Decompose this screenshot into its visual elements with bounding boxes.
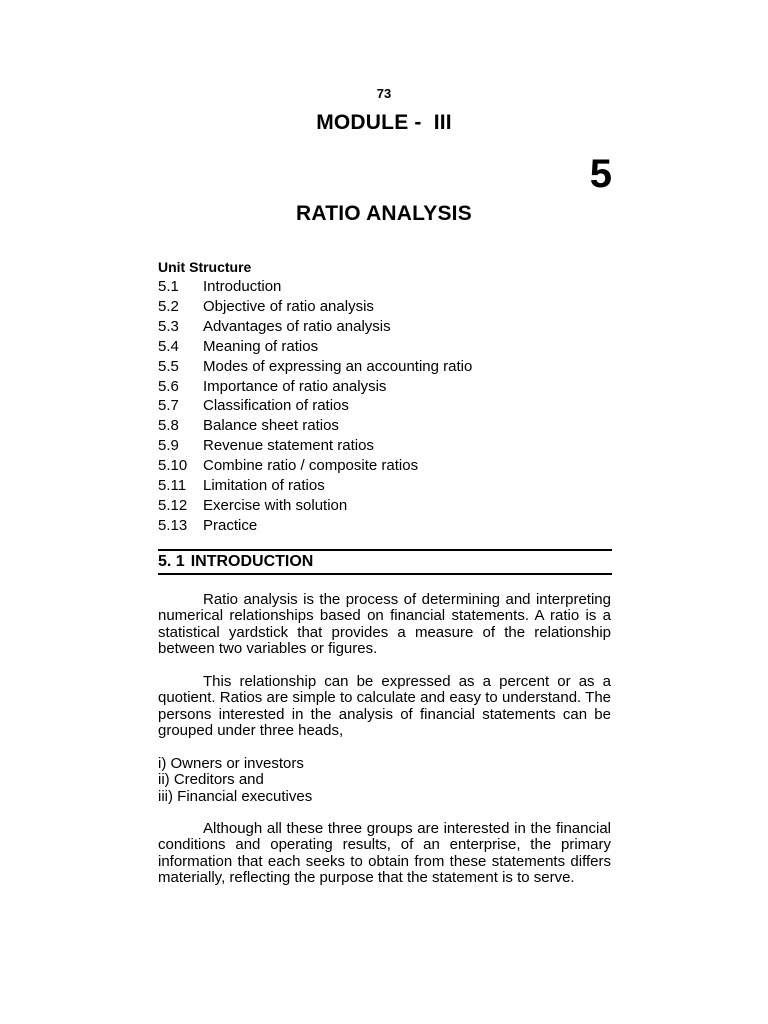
- toc-item: [158, 416, 618, 436]
- toc-item: [158, 496, 618, 516]
- toc-item: [158, 357, 618, 377]
- toc-item-number: 5.2: [158, 297, 179, 315]
- toc-item: [158, 456, 618, 476]
- toc-item-number: 5.4: [158, 337, 179, 355]
- toc-item: [158, 476, 618, 496]
- toc-item-number: 5.7: [158, 397, 179, 415]
- paragraph-text: This relationship can be expressed as a percent or as a quotient. Ratios are simple to calculate and easy to understand. The persons interested in the analysis of financial statements can be grouped under three heads,: [158, 673, 611, 740]
- unit-structure-heading: Unit Structure: [158, 259, 252, 275]
- toc-item-title: Combine ratio / composite ratios: [203, 457, 419, 475]
- toc-item-title: Modes of expressing an accounting ratio: [203, 357, 473, 375]
- page-number: 73: [376, 86, 392, 101]
- toc-item-number: 5.12: [158, 496, 188, 514]
- toc-item-title: Balance sheet ratios: [203, 417, 339, 435]
- toc-item-number: 5.10: [158, 457, 188, 475]
- toc-item-number: 5.9: [158, 437, 179, 455]
- paragraph-1: [158, 592, 611, 658]
- toc-item-title: Revenue statement ratios: [203, 437, 374, 455]
- toc-item: [158, 337, 618, 357]
- group-list: [158, 756, 611, 805]
- chapter-number: 5: [589, 152, 612, 196]
- chapter-title: RATIO ANALYSIS: [296, 202, 472, 225]
- toc-item-number: 5.1: [158, 278, 179, 295]
- toc-item-title: Objective of ratio analysis: [203, 297, 374, 315]
- toc-item: [158, 436, 618, 456]
- toc-item-title: Practice: [203, 516, 258, 534]
- toc-item: [158, 277, 618, 297]
- toc-item-title: Advantages of ratio analysis: [203, 317, 391, 335]
- toc-item-title: Limitation of ratios: [203, 477, 325, 495]
- section-title: INTRODUCTION: [190, 553, 314, 570]
- toc-item-number: 5.3: [158, 317, 179, 335]
- toc-item: [158, 377, 618, 397]
- toc-item-number: 5.8: [158, 417, 179, 435]
- toc-item-title: Introduction: [203, 278, 282, 295]
- toc-item: [158, 396, 618, 416]
- unit-structure: [158, 258, 618, 536]
- toc-item: [158, 516, 618, 536]
- toc-item-title: Exercise with solution: [203, 496, 348, 514]
- toc-item-number: 5.13: [158, 516, 188, 534]
- toc-item-title: Meaning of ratios: [203, 337, 319, 355]
- paragraph-text: Although all these three groups are interested in the financial conditions and operating results, of an enterprise, the primary information that each seeks to obtain from these statements differs materially, reflecting the purpose that the statement is to serve.: [158, 820, 611, 887]
- toc-item-number: 5.6: [158, 377, 179, 395]
- toc-item-title: Classification of ratios: [203, 397, 349, 415]
- toc-item: [158, 317, 618, 337]
- paragraph-3: [158, 821, 611, 887]
- paragraph-2: [158, 674, 611, 740]
- paragraph-text: Ratio analysis is the process of determining and interpreting numerical relationships based on financial statements. A ratio is a statistical yardstick that provides a measure of the relationship between two variables or figures.: [158, 591, 611, 658]
- section-number: 5. 1: [158, 553, 185, 570]
- list-item: iii) Financial executives: [158, 787, 313, 805]
- list-item: i) Owners or investors: [158, 755, 304, 772]
- toc-item: [158, 297, 618, 317]
- toc-item-number: 5.5: [158, 357, 179, 375]
- list-item: ii) Creditors and: [158, 771, 264, 789]
- toc-item-number: 5.11: [158, 477, 187, 495]
- module-title: MODULE - III: [316, 111, 452, 134]
- section-heading: [158, 549, 612, 575]
- toc-item-title: Importance of ratio analysis: [203, 377, 387, 395]
